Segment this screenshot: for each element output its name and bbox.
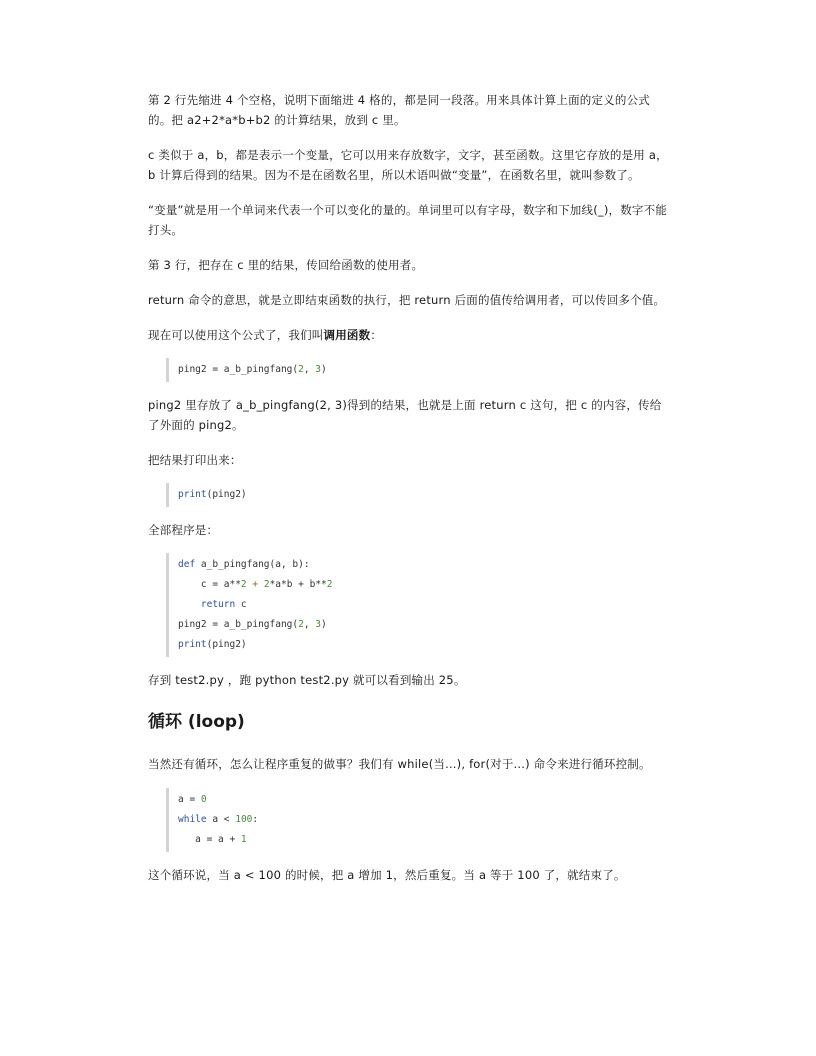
code-keyword: print bbox=[178, 489, 207, 500]
code-token: (ping2) bbox=[206, 639, 247, 650]
code-token: (ping2) bbox=[206, 489, 247, 500]
code-block-while-loop bbox=[166, 788, 670, 852]
code-number: 2 bbox=[263, 579, 270, 590]
paragraph-loop-explanation: 这个循环说，当 a < 100 的时候，把 a 增加 1，然后重复。当 a 等于 100 了，就结束了。 bbox=[148, 868, 626, 882]
call-function-suffix: ： bbox=[370, 328, 383, 342]
code-token: ) bbox=[321, 364, 327, 375]
code-operator: + bbox=[246, 579, 264, 590]
code-block-call bbox=[166, 358, 670, 382]
code-block-print bbox=[166, 483, 670, 507]
code-keyword: def bbox=[178, 559, 196, 570]
code-token: ping2 = a_b_pingfang( bbox=[178, 364, 299, 375]
paragraph-return-explanation: return 命令的意思，就是立即结束函数的执行，把 return 后面的值传给调用者，可以传回多个值。 bbox=[148, 293, 666, 307]
call-function-bold: 调用函数 bbox=[323, 328, 371, 342]
paragraph-call-function bbox=[148, 325, 670, 345]
code-number: 2 bbox=[298, 619, 304, 630]
paragraph-full-program: 全部程序是： bbox=[148, 523, 219, 537]
code-keyword: print bbox=[178, 639, 207, 650]
paragraph-loop-intro: 当然还有循环，怎么让程序重复的做事？我们有 while(当...), for(对于...) 命令来进行循环控制。 bbox=[148, 757, 651, 771]
paragraph-print-result: 把结果打印出来： bbox=[148, 453, 242, 467]
code-number: 3 bbox=[315, 364, 322, 375]
paragraph-variable-definition: “变量”就是用一个单词来代表一个可以变化的量的。单词里可以有字母，数字和下加线(_)，数字不能打头。 bbox=[148, 203, 668, 237]
call-function-prefix: 现在可以使用这个公式了，我们叫 bbox=[148, 328, 324, 342]
code-token: c = a** bbox=[178, 579, 241, 590]
code-token: c bbox=[235, 599, 247, 610]
code-token: ping2 = a_b_pingfang( bbox=[178, 619, 299, 630]
code-token: , bbox=[303, 364, 316, 375]
code-number: 0 bbox=[200, 794, 207, 805]
paragraph-ping2-explanation: ping2 里存放了 a_b_pingfang(2, 3)得到的结果，也就是上面 return c 这句，把 c 的内容，传给了外面的 ping2。 bbox=[148, 398, 662, 432]
code-keyword: while bbox=[178, 814, 207, 825]
code-number: 1 bbox=[240, 834, 247, 845]
paragraph-line3-explanation: 第 3 行，把存在 c 里的结果，传回给函数的使用者。 bbox=[148, 258, 424, 272]
paragraph-variable-c: c 类似于 a，b，都是表示一个变量，它可以用来存放数字，文字，甚至函数。这里它存放的是用 a，b 计算后得到的结果。因为不是在函数名里，所以术语叫做“变量”，在函数名里，就叫参数了。 bbox=[148, 148, 668, 182]
code-number: 100 bbox=[235, 814, 253, 825]
code-number: 2 bbox=[298, 364, 304, 375]
code-token: a = bbox=[178, 794, 201, 805]
code-token: a = a + bbox=[178, 834, 241, 845]
paragraph-line2-explanation: 第 2 行先缩进 4 个空格，说明下面缩进 4 格的，都是同一段落。用来具体计算上面的定义的公式的。把 a2+2*a*b+b2 的计算结果，放到 c 里。 bbox=[148, 93, 650, 127]
paragraph-run-program: 存到 test2.py ，跑 python test2.py 就可以看到输出 25。 bbox=[148, 673, 466, 687]
code-number: 2 bbox=[326, 579, 333, 590]
code-token: ) bbox=[321, 619, 327, 630]
code-number: 3 bbox=[315, 619, 322, 630]
code-token: , bbox=[303, 619, 316, 630]
code-token: a < bbox=[206, 814, 236, 825]
section-heading-loop: 循环 (loop) bbox=[148, 712, 245, 732]
document-page bbox=[148, 90, 670, 898]
code-number: 2 bbox=[240, 579, 247, 590]
code-keyword: return bbox=[178, 599, 236, 610]
code-block-full-program bbox=[166, 553, 670, 657]
code-token: *a*b + b** bbox=[269, 579, 327, 590]
code-token: a_b_pingfang(a, b): bbox=[195, 559, 310, 570]
code-token: : bbox=[252, 814, 259, 825]
